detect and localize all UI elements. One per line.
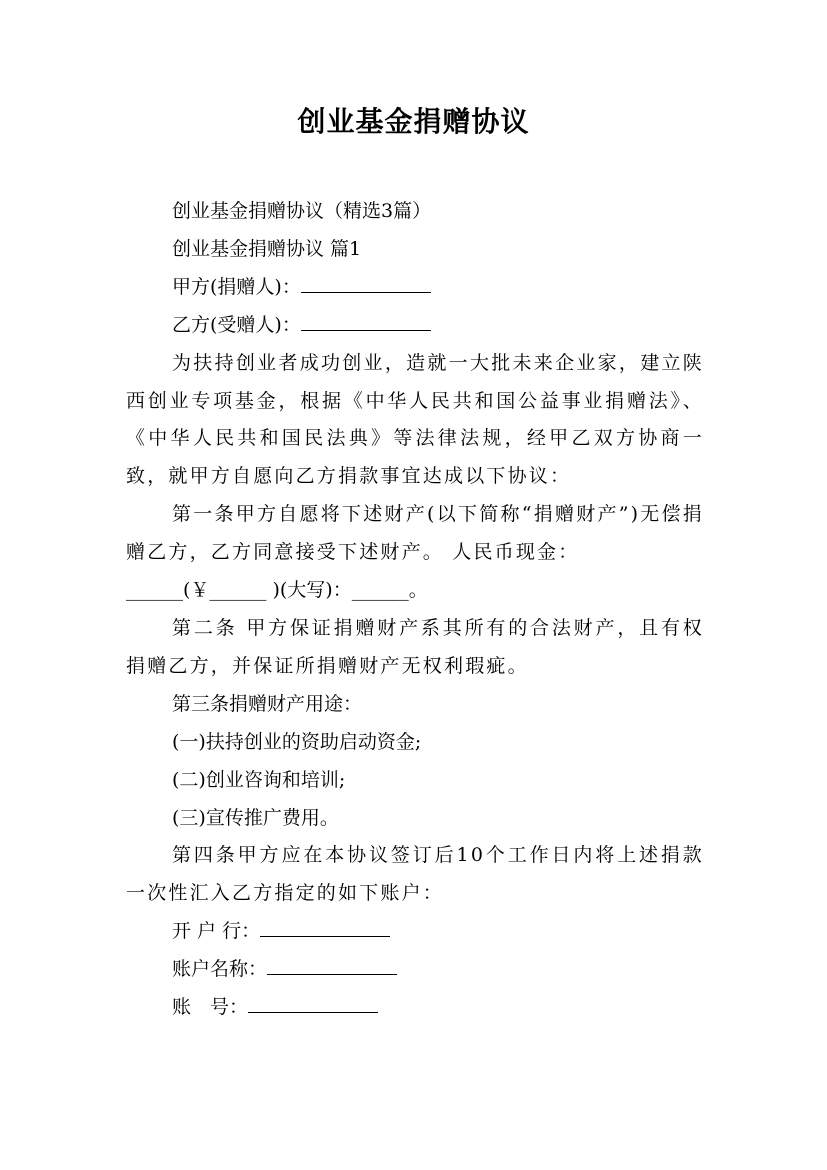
party-b-line	[126, 307, 704, 345]
article3-heading: 第三条捐赠财产用途：	[172, 692, 363, 715]
document-body	[126, 193, 704, 1027]
account-name-label: 账户名称：	[172, 958, 268, 981]
bank-line	[126, 913, 704, 951]
amount-line: ______(￥______ )(大写)：______。	[126, 579, 428, 602]
article3-item: (三)宣传推广费用。	[172, 806, 339, 829]
party-a-line	[126, 269, 704, 307]
account-name-line	[126, 951, 704, 989]
article4-paragraph: 第四条甲方应在本协议签订后10个工作日内将上述捐款一次性汇入乙方指定的如下账户：	[126, 844, 704, 905]
account-number-label: 账 号：	[172, 996, 249, 1019]
section-heading: 创业基金捐赠协议 篇1	[172, 237, 362, 260]
document-subtitle: 创业基金捐赠协议（精选3篇）	[172, 200, 432, 222]
article2-paragraph: 第二条 甲方保证捐赠财产系其所有的合法财产，且有权捐赠乙方，并保证所捐赠财产无权利瑕疵。	[126, 616, 704, 677]
bank-label: 开 户 行：	[172, 920, 261, 943]
party-a-label: 甲方(捐赠人)：	[172, 275, 301, 298]
party-a-blank	[301, 272, 431, 293]
account-number-blank	[248, 992, 378, 1013]
intro-paragraph: 为扶持创业者成功创业，造就一大批未来企业家，建立陕西创业专项基金，根据《中华人民共和国公益事业捐赠法》、《中华人民共和国民法典》等法律法规，经甲乙双方协商一致，就甲方自愿向乙方捐款事宜达成以下协议：	[126, 351, 704, 488]
party-b-blank	[301, 310, 431, 331]
account-number-line	[126, 989, 704, 1027]
bank-blank	[260, 916, 390, 937]
document-title: 创业基金捐赠协议	[297, 105, 530, 138]
account-name-blank	[267, 954, 397, 975]
party-b-label: 乙方(受赠人)：	[172, 313, 301, 336]
article3-item: (一)扶持创业的资助启动资金;	[172, 730, 422, 753]
article1-paragraph: 第一条甲方自愿将下述财产(以下简称“捐赠财产”)无偿捐赠乙方，乙方同意接受下述财产。 人民币现金：	[126, 503, 704, 564]
article3-item: (二)创业咨询和培训;	[172, 768, 346, 791]
